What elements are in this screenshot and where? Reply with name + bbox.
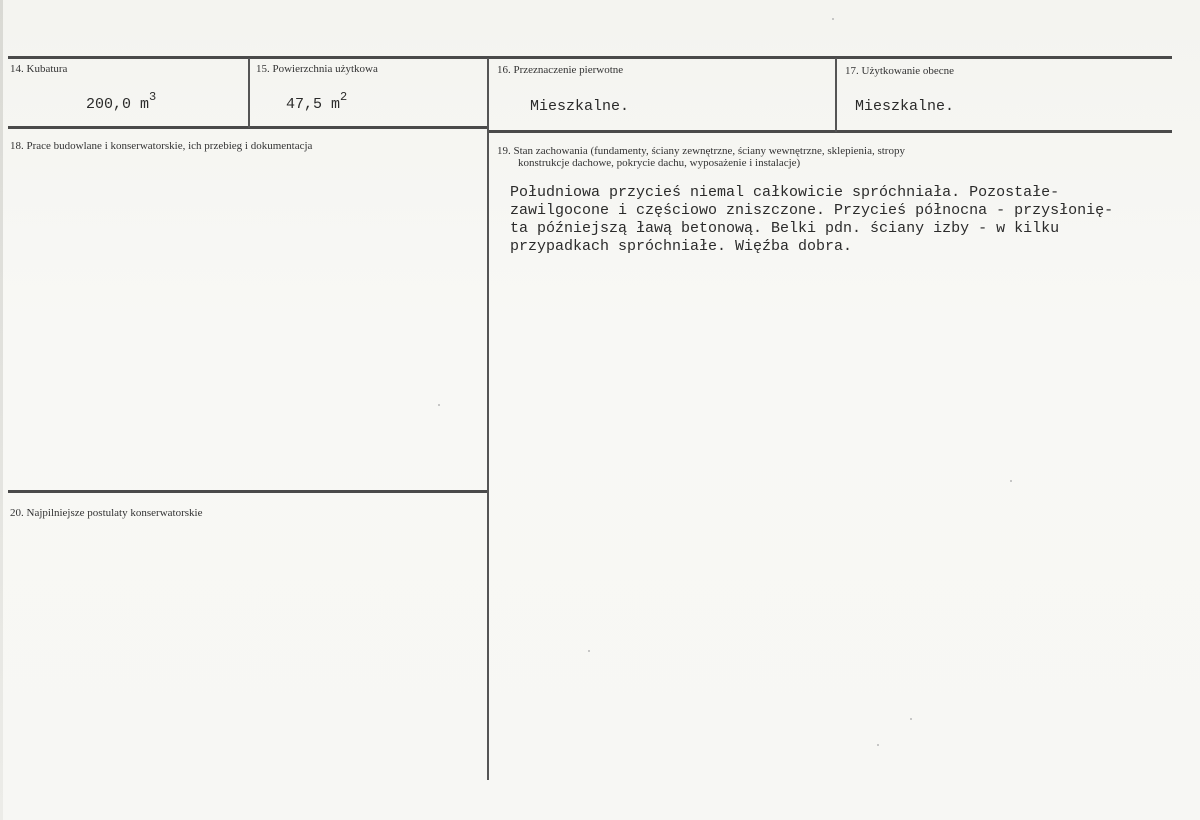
field-19-label-line-1: 19. Stan zachowania (fundamenty, ściany zewnętrzne, ściany wewnętrzne, sklepienia, stropy	[497, 145, 905, 157]
field-19-label-line-2: konstrukcje dachowe, pokrycie dachu, wyposażenie i instalacje)	[518, 157, 801, 169]
column-divider-main	[487, 58, 489, 780]
volume-value: 200,0 m	[86, 96, 150, 113]
section-18-20-divider	[8, 490, 488, 493]
field-15-value	[286, 92, 347, 113]
field-15-label: 15. Powierzchnia użytkowa	[256, 63, 378, 75]
paper-speck	[588, 650, 590, 652]
field-14-value	[86, 92, 156, 113]
field-16-label: 16. Przeznaczenie pierwotne	[497, 64, 624, 76]
page-edge	[0, 0, 3, 820]
paper-speck	[438, 404, 440, 406]
field-19-text-line: ta późniejszą ławą betonową. Belki pdn. ściany izby - w kilku	[510, 220, 1060, 237]
field-17-value: Mieszkalne.	[855, 98, 955, 115]
field-19-text-line: Południowa przycieś niemal całkowicie spróchniała. Pozostałe-	[510, 184, 1060, 201]
area-unit-exponent: 2	[340, 90, 348, 104]
column-divider-14-15	[248, 58, 250, 128]
volume-unit-exponent: 3	[149, 90, 157, 104]
field-20-label: 20. Najpilniejsze postulaty konserwatorskie	[10, 507, 203, 519]
paper-speck	[832, 18, 834, 20]
area-value: 47,5 m	[286, 96, 341, 113]
field-14-label: 14. Kubatura	[10, 63, 68, 75]
paper-speck	[877, 744, 879, 746]
field-19-text-line: przypadkach spróchniałe. Więźba dobra.	[510, 238, 853, 255]
field-16-value: Mieszkalne.	[530, 98, 630, 115]
field-17-label: 17. Użytkowanie obecne	[845, 65, 955, 77]
field-18-label: 18. Prace budowlane i konserwatorskie, ich przebieg i dokumentacja	[10, 140, 313, 152]
column-divider-16-17	[835, 58, 837, 132]
paper-speck	[1010, 480, 1012, 482]
top-rule	[8, 56, 1172, 59]
row-divider-rule-right	[488, 130, 1172, 133]
paper-speck	[910, 718, 912, 720]
field-19-text-line: zawilgocone i częściowo zniszczone. Przycieś północna - przysłonię-	[510, 202, 1114, 219]
